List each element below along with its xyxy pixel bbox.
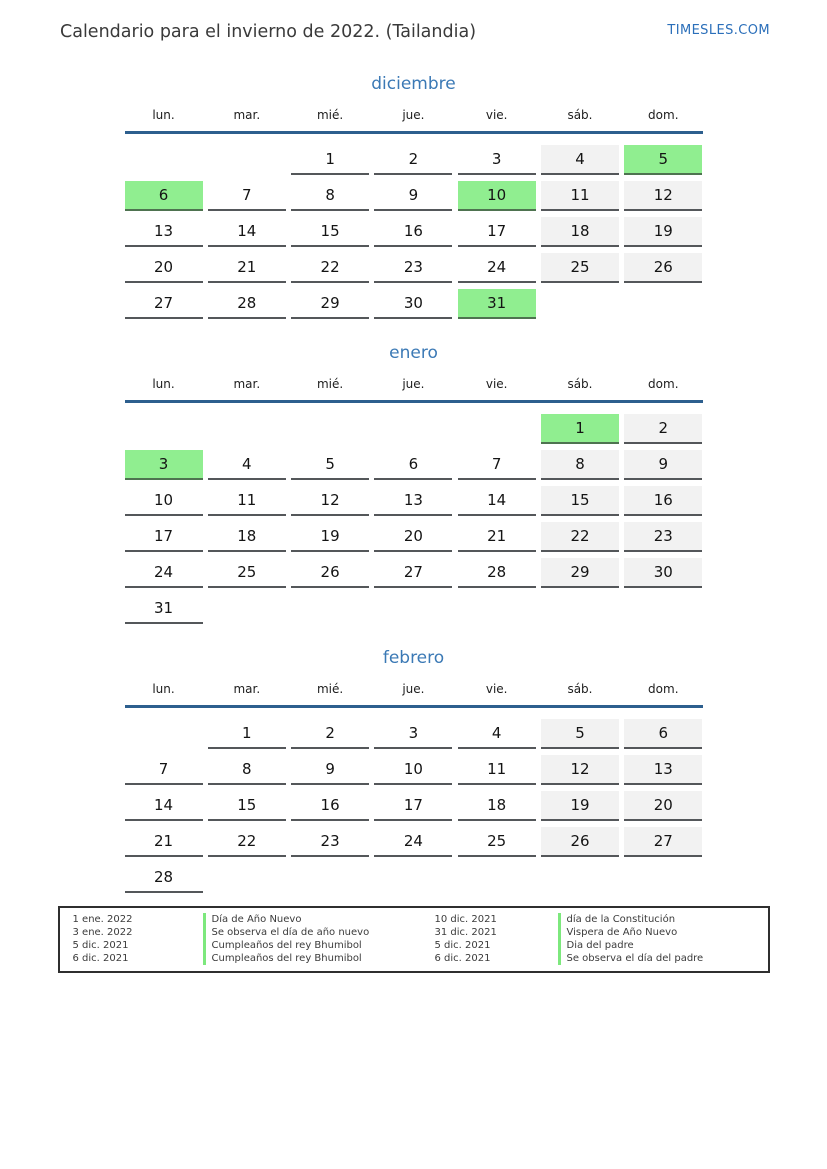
day-grid <box>125 414 703 624</box>
day-cell: 18 <box>208 522 286 552</box>
day-cell: 28 <box>125 863 203 893</box>
day-cell: 26 <box>541 827 619 857</box>
weekday-label: vie. <box>485 377 508 391</box>
legend-holiday-name: Cumpleaños del rey Bhumibol <box>203 939 435 952</box>
day-cell: 22 <box>208 827 286 857</box>
day-cell: 23 <box>291 827 369 857</box>
day-cell: 31 <box>458 289 536 319</box>
day-cell: 20 <box>125 253 203 283</box>
day-cell: 15 <box>291 217 369 247</box>
day-cell: 12 <box>624 181 702 211</box>
day-cell: 5 <box>624 145 702 175</box>
weekday-header-row <box>125 377 703 403</box>
legend-holiday-name: Se observa el día de año nuevo <box>203 926 435 939</box>
day-cell: 7 <box>458 450 536 480</box>
day-cell: 16 <box>374 217 452 247</box>
day-cell: 28 <box>208 289 286 319</box>
day-cell: 8 <box>208 755 286 785</box>
weekday-header-row <box>125 108 703 134</box>
empty-cell <box>374 863 452 893</box>
empty-cell <box>208 145 286 175</box>
day-cell: 26 <box>291 558 369 588</box>
weekday-label: sáb. <box>567 108 593 122</box>
day-cell: 9 <box>291 755 369 785</box>
day-cell: 10 <box>125 486 203 516</box>
empty-cell <box>291 414 369 444</box>
weekday-label: mar. <box>233 377 261 391</box>
day-cell: 3 <box>125 450 203 480</box>
day-cell: 15 <box>208 791 286 821</box>
day-cell: 8 <box>291 181 369 211</box>
day-cell: 16 <box>291 791 369 821</box>
day-grid <box>125 145 703 319</box>
day-cell: 4 <box>541 145 619 175</box>
day-cell: 9 <box>624 450 702 480</box>
day-cell: 11 <box>541 181 619 211</box>
legend-date: 6 dic. 2021 <box>72 953 129 964</box>
day-cell: 6 <box>624 719 702 749</box>
empty-cell <box>624 594 702 624</box>
empty-cell <box>374 414 452 444</box>
day-cell: 24 <box>458 253 536 283</box>
legend-date: 5 dic. 2021 <box>434 940 491 951</box>
weekday-label: lun. <box>152 377 175 391</box>
day-cell: 22 <box>291 253 369 283</box>
day-cell: 28 <box>458 558 536 588</box>
empty-cell <box>125 719 203 749</box>
day-cell: 14 <box>125 791 203 821</box>
empty-cell <box>125 414 203 444</box>
legend-holiday-name: Se observa el día del padre <box>558 952 768 965</box>
weekday-label: mar. <box>233 108 261 122</box>
day-cell: 27 <box>374 558 452 588</box>
day-cell: 5 <box>541 719 619 749</box>
legend-date: 1 ene. 2022 <box>72 914 133 925</box>
day-cell: 21 <box>458 522 536 552</box>
empty-cell <box>208 863 286 893</box>
day-grid <box>125 719 703 893</box>
empty-cell <box>458 594 536 624</box>
day-cell: 30 <box>624 558 702 588</box>
day-cell: 29 <box>291 289 369 319</box>
timesles-logo-link[interactable]: TIMESLES.COM <box>667 23 770 38</box>
day-cell: 15 <box>541 486 619 516</box>
day-cell: 2 <box>374 145 452 175</box>
day-cell: 17 <box>374 791 452 821</box>
weekday-label: jue. <box>402 377 425 391</box>
day-cell: 17 <box>458 217 536 247</box>
day-cell: 4 <box>208 450 286 480</box>
day-cell: 30 <box>374 289 452 319</box>
weekday-label: mié. <box>316 682 344 696</box>
day-cell: 20 <box>624 791 702 821</box>
day-cell: 14 <box>208 217 286 247</box>
day-cell: 9 <box>374 181 452 211</box>
day-cell: 25 <box>541 253 619 283</box>
day-cell: 23 <box>624 522 702 552</box>
weekday-label: vie. <box>485 108 508 122</box>
day-cell: 2 <box>291 719 369 749</box>
day-cell: 7 <box>208 181 286 211</box>
empty-cell <box>458 863 536 893</box>
day-cell: 14 <box>458 486 536 516</box>
day-cell: 13 <box>624 755 702 785</box>
day-cell: 4 <box>458 719 536 749</box>
day-cell: 24 <box>374 827 452 857</box>
day-cell: 5 <box>291 450 369 480</box>
day-cell: 19 <box>541 791 619 821</box>
day-cell: 1 <box>291 145 369 175</box>
empty-cell <box>374 594 452 624</box>
month-diciembre <box>125 72 703 319</box>
month-title: febrero <box>382 648 445 668</box>
day-cell: 19 <box>624 217 702 247</box>
day-cell: 27 <box>125 289 203 319</box>
day-cell: 20 <box>374 522 452 552</box>
empty-cell <box>624 863 702 893</box>
legend-date: 10 dic. 2021 <box>434 914 497 925</box>
holiday-legend <box>58 906 770 973</box>
empty-cell <box>541 863 619 893</box>
day-cell: 25 <box>208 558 286 588</box>
legend-holiday-name: Cumpleaños del rey Bhumibol <box>203 952 435 965</box>
weekday-label: jue. <box>402 108 425 122</box>
legend-holiday-name: día de la Constitución <box>558 913 768 926</box>
empty-cell <box>541 289 619 319</box>
day-cell: 17 <box>125 522 203 552</box>
legend-holiday-name: Día de Año Nuevo <box>203 913 435 926</box>
day-cell: 11 <box>458 755 536 785</box>
weekday-label: dom. <box>648 682 679 696</box>
month-title: diciembre <box>371 74 456 94</box>
day-cell: 16 <box>624 486 702 516</box>
day-cell: 11 <box>208 486 286 516</box>
empty-cell <box>208 414 286 444</box>
empty-cell <box>291 594 369 624</box>
legend-date: 6 dic. 2021 <box>434 953 491 964</box>
day-cell: 13 <box>125 217 203 247</box>
day-cell: 10 <box>458 181 536 211</box>
empty-cell <box>624 289 702 319</box>
legend-grid <box>73 913 768 965</box>
day-cell: 3 <box>374 719 452 749</box>
weekday-label: dom. <box>648 108 679 122</box>
empty-cell <box>458 414 536 444</box>
day-cell: 7 <box>125 755 203 785</box>
day-cell: 21 <box>208 253 286 283</box>
weekday-label: jue. <box>402 682 425 696</box>
legend-date: 3 ene. 2022 <box>72 927 133 938</box>
empty-cell <box>541 594 619 624</box>
weekday-label: dom. <box>648 377 679 391</box>
weekday-label: sáb. <box>567 377 593 391</box>
legend-date: 31 dic. 2021 <box>434 927 497 938</box>
page-title: Calendario para el invierno de 2022. (Tailandia) <box>60 22 477 42</box>
day-cell: 26 <box>624 253 702 283</box>
weekday-label: mar. <box>233 682 261 696</box>
day-cell: 23 <box>374 253 452 283</box>
month-enero <box>125 341 703 624</box>
day-cell: 31 <box>125 594 203 624</box>
day-cell: 2 <box>624 414 702 444</box>
weekday-header-row <box>125 682 703 708</box>
day-cell: 12 <box>291 486 369 516</box>
legend-holiday-name: Dia del padre <box>558 939 768 952</box>
weekday-label: lun. <box>152 108 175 122</box>
weekday-label: sáb. <box>567 682 593 696</box>
empty-cell <box>125 145 203 175</box>
empty-cell <box>208 594 286 624</box>
day-cell: 8 <box>541 450 619 480</box>
day-cell: 1 <box>208 719 286 749</box>
empty-cell <box>291 863 369 893</box>
day-cell: 6 <box>374 450 452 480</box>
day-cell: 6 <box>125 181 203 211</box>
day-cell: 3 <box>458 145 536 175</box>
day-cell: 18 <box>458 791 536 821</box>
day-cell: 13 <box>374 486 452 516</box>
month-febrero <box>125 646 703 893</box>
day-cell: 10 <box>374 755 452 785</box>
weekday-label: mié. <box>316 108 344 122</box>
day-cell: 22 <box>541 522 619 552</box>
month-title: enero <box>389 343 438 363</box>
page-header <box>0 0 827 44</box>
day-cell: 12 <box>541 755 619 785</box>
legend-date: 5 dic. 2021 <box>72 940 129 951</box>
day-cell: 1 <box>541 414 619 444</box>
legend-holiday-name: Vispera de Año Nuevo <box>558 926 768 939</box>
day-cell: 18 <box>541 217 619 247</box>
weekday-label: mié. <box>316 377 344 391</box>
months <box>0 72 827 893</box>
day-cell: 29 <box>541 558 619 588</box>
day-cell: 21 <box>125 827 203 857</box>
day-cell: 24 <box>125 558 203 588</box>
weekday-label: lun. <box>152 682 175 696</box>
day-cell: 25 <box>458 827 536 857</box>
day-cell: 19 <box>291 522 369 552</box>
weekday-label: vie. <box>485 682 508 696</box>
day-cell: 27 <box>624 827 702 857</box>
